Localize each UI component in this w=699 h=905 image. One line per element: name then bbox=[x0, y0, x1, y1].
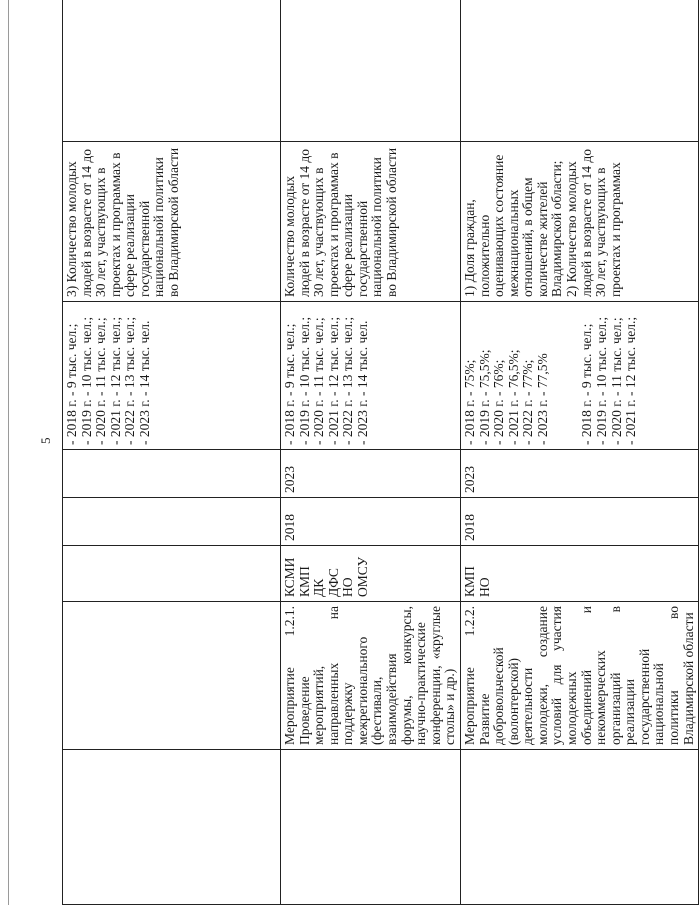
indicator-cell: Количество молодых людей в возрасте от 14 до 30 лет, участвующих в проектах и программах в сфере реализации государственной национальной политики во Владимирской области bbox=[281, 142, 461, 302]
values-cell bbox=[63, 302, 281, 450]
yearly-value: - 2023 г. - 14 тыс. чел. bbox=[354, 320, 370, 445]
program-events-table bbox=[62, 0, 699, 905]
end-year-cell: 2023 bbox=[460, 450, 698, 498]
yearly-value: - 2019 г. - 10 тыс. чел.; bbox=[296, 316, 312, 445]
yearly-value: - 2020 г. - 76%; bbox=[491, 359, 507, 445]
yearly-value: - 2020 г. - 11 тыс. чел.; bbox=[311, 317, 327, 445]
yearly-value: - 2019 г. - 10 тыс. чел.; bbox=[78, 316, 94, 445]
yearly-value: - 2018 г. - 9 тыс. чел.; bbox=[64, 323, 79, 445]
table-row bbox=[281, 0, 461, 905]
end-year-cell bbox=[63, 450, 281, 498]
yearly-value: - 2019 г. - 10 тыс. чел.; bbox=[593, 316, 609, 445]
rotated-table-wrapper bbox=[62, 0, 696, 905]
yearly-value: - 2023 г. - 14 тыс. чел. bbox=[136, 320, 152, 445]
page-number: 5 bbox=[38, 437, 53, 444]
yearly-value: - 2020 г. - 11 тыс. чел.; bbox=[608, 317, 624, 445]
start-year-cell bbox=[63, 498, 281, 546]
executor-code: ДФС bbox=[325, 568, 341, 597]
table-row bbox=[460, 0, 698, 905]
executor-code: ДК bbox=[311, 578, 327, 597]
yearly-value: - 2020 г. - 11 тыс. чел.; bbox=[93, 317, 109, 445]
executor-code: КМП bbox=[296, 566, 312, 597]
executor-code: НО bbox=[476, 577, 492, 597]
event-cell bbox=[63, 602, 281, 750]
executor-code: КМП bbox=[461, 566, 477, 597]
yearly-value: - 2021 г. - 12 тыс. чел.; bbox=[325, 316, 341, 445]
yearly-value: - 2021 г. - 12 тыс. чел.; bbox=[107, 316, 123, 445]
yearly-value: - 2018 г. - 9 тыс. чел.; bbox=[282, 323, 297, 445]
yearly-value: - 2018 г. - 9 тыс. чел.; bbox=[579, 323, 595, 445]
executors-cell bbox=[460, 546, 698, 602]
executors-cell bbox=[63, 546, 281, 602]
blank-cell bbox=[63, 750, 281, 905]
yearly-value: - 2023 г. - 77,5% bbox=[534, 353, 550, 445]
executor-code: ОМСУ bbox=[354, 556, 370, 597]
yearly-value: - 2022 г. - 13 тыс. чел.; bbox=[122, 316, 138, 445]
blank-cell bbox=[460, 750, 698, 905]
blank-cell bbox=[460, 0, 698, 142]
executor-code: КСМИ bbox=[282, 557, 297, 597]
indicator-cell: 3) Количество молодых людей в возрасте от 14 до 30 лет, участвующих в проектах и программах в сфере реализации государственной национальной политики во Владимирской области bbox=[63, 142, 281, 302]
blank-cell bbox=[63, 0, 281, 142]
page-edge-line bbox=[8, 0, 9, 905]
yearly-value: - 2021 г. - 76,5%; bbox=[505, 349, 521, 445]
executors-cell bbox=[281, 546, 461, 602]
yearly-value: - 2019 г. - 75,5%; bbox=[476, 349, 492, 445]
event-cell: Мероприятие 1.2.2. Развитие добровольческой (волонтерской) деятельности молодежи, создание условий для участия молодежных объединений и некоммерческих организаций в реализации государственной национальной политики во Владимирской области bbox=[460, 602, 698, 750]
start-year-cell: 2018 bbox=[281, 498, 461, 546]
table-row bbox=[63, 0, 281, 905]
values-cell bbox=[281, 302, 461, 450]
yearly-value: - 2022 г. - 77%; bbox=[520, 359, 536, 445]
values-cell bbox=[460, 302, 698, 450]
event-cell: Мероприятие 1.2.1. Проведение мероприятий, направленных на поддержку межрегионального (фестивали, взаимодействия форумы, конкурсы, научно-практические конференции, «круглые столы» и др.) bbox=[281, 602, 461, 750]
yearly-value: - 2018 г. - 75%; bbox=[461, 359, 477, 445]
end-year-cell: 2023 bbox=[281, 450, 461, 498]
blank-cell bbox=[281, 750, 461, 905]
blank-cell bbox=[281, 0, 461, 142]
yearly-value: - 2021 г. - 12 тыс. чел.; bbox=[623, 316, 639, 445]
start-year-cell: 2018 bbox=[460, 498, 698, 546]
yearly-value: - 2022 г. - 13 тыс. чел.; bbox=[340, 316, 356, 445]
indicator-cell: 1) Доля граждан, положительно оценивающих состояние межнациональных отношений, в общем количестве жителей Владимирской области; 2) Количество молодых людей в возрасте от 14 до 30 лет, участвующих в проектах и программах bbox=[460, 142, 698, 302]
executor-code: НО bbox=[340, 577, 356, 597]
